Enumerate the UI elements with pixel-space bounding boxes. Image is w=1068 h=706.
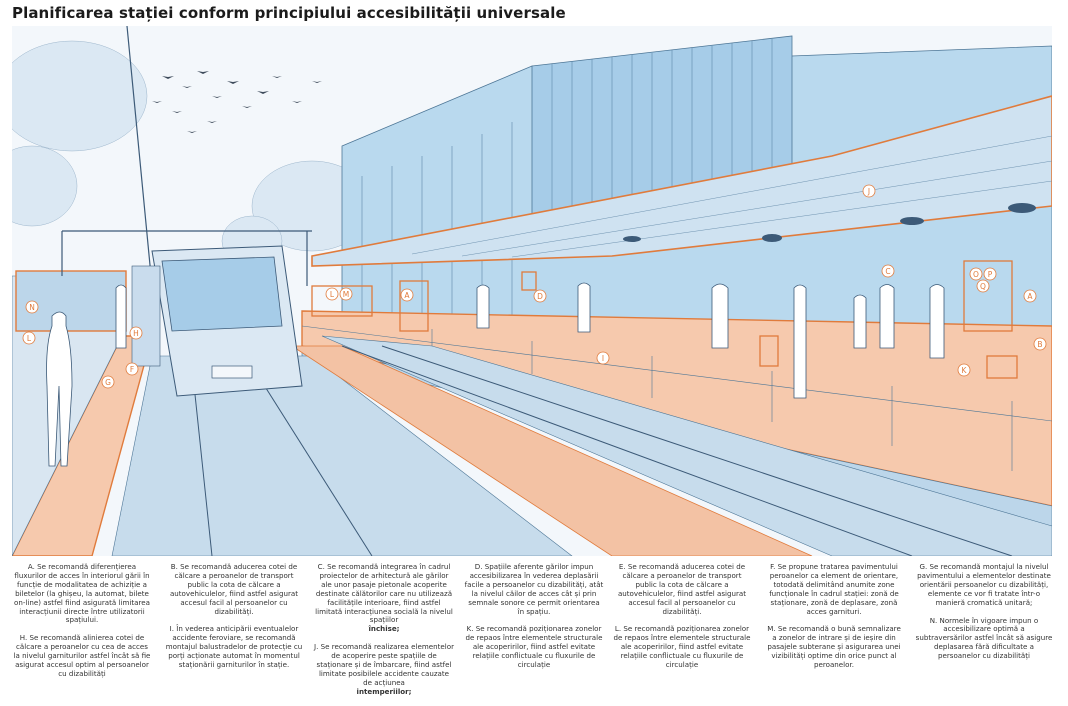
marker-C <box>882 265 894 277</box>
note-e: E. Se recomandă aducerea cotei de călcare a peroanelor de transport public la cota de călcare a autovehiculelor, fiind astfel asigurat accesul facil al persoanelor cu dizabilități. <box>617 562 747 616</box>
svg-text:D: D <box>537 292 543 301</box>
marker-G <box>102 376 114 388</box>
marker-P <box>984 268 996 280</box>
note-j: J. Se recomandă realizarea elementelor de acoperire peste spațiile de staționare și de îmbarcare, fiind astfel limitate posibilele accidente cauzate de acțiunea intemperiilor; <box>314 642 455 696</box>
marker-D <box>534 290 546 302</box>
note-m: M. Se recomandă o bună semnalizare a zonelor de intrare și de ieșire din pasajele subterane și asigurarea unei vizibilități optime din orice punct al peroanelor. <box>767 624 901 670</box>
note-g: G. Se recomandă montajul la nivelul pavimentului a elementelor destinate orientării persoanelor cu dizabilități, elemente ce vor fi tratate într-o manieră cromatică unitară; <box>917 562 1051 607</box>
recommendations <box>12 562 1056 696</box>
note-n: N. Normele în vigoare impun o accesibilizare optimă a subtraversărilor astfel încât să asigure deplasarea fără dificultate a persoanelor cu dizabilități <box>915 615 1053 661</box>
marker-B <box>1034 338 1046 350</box>
note-c: C. Se recomandă integrarea în cadrul proiectelor de arhitectură ale gărilor ale unor pasaje pietonale acoperite destinate călătorilor care nu utilizează facilitățile interioare, fiind astfel limitată interacțiunea socială la nivelul spațiilor închise; <box>315 562 453 634</box>
marker-N <box>26 301 38 313</box>
note-column-1 <box>12 563 152 688</box>
svg-text:G: G <box>105 378 111 387</box>
svg-text:N: N <box>29 303 35 312</box>
marker-L <box>326 288 338 300</box>
note-column-7 <box>914 563 1054 670</box>
svg-text:I: I <box>601 354 605 363</box>
note-column-3 <box>314 563 454 706</box>
marker-Q <box>977 280 989 292</box>
marker-K <box>958 364 970 376</box>
svg-text:M: M <box>342 290 350 299</box>
svg-text:P: P <box>987 270 993 279</box>
note-d: D. Spațiile aferente gărilor impun accesibilizarea în vederea deplasării facile a persoanelor cu dizabilități, atât la nivelul căilor de acces cât și prin semnale sonore ce permit orientarea în spațiu. <box>464 562 604 616</box>
svg-text:L: L <box>329 290 335 299</box>
page-title: Planificarea stației conform principiului accesibilității universale <box>12 4 566 22</box>
svg-text:B: B <box>1037 340 1043 349</box>
marker-A <box>1024 290 1036 302</box>
note-k: K. Se recomandă poziționarea zonelor de repaos între elementele structurale ale acoperirilor, fiind astfel evitate relațiile conflictuale cu fluxurile de circulație <box>465 624 603 670</box>
marker-I <box>597 352 609 364</box>
marker-O <box>970 268 982 280</box>
svg-text:A: A <box>1027 292 1033 301</box>
marker-L2 <box>23 332 35 344</box>
marker-F <box>126 363 138 375</box>
svg-text:Q: Q <box>980 282 986 291</box>
svg-text:C: C <box>885 267 891 276</box>
svg-text:J: J <box>867 187 871 196</box>
marker-M <box>340 288 352 300</box>
svg-text:L: L <box>26 334 32 343</box>
station-illustration <box>12 26 1052 556</box>
note-column-6 <box>764 563 904 679</box>
svg-text:H: H <box>133 329 139 338</box>
marker-J <box>863 185 875 197</box>
note-column-5 <box>612 563 752 679</box>
note-b: B. Se recomandă aducerea cotei de călcare a peroanelor de transport public la cota de călcare a autovehiculelor, fiind astfel asigurat accesul facil al persoanelor cu dizabilități. <box>169 562 299 616</box>
note-column-2 <box>164 563 304 679</box>
note-column-4 <box>464 563 604 679</box>
marker-H <box>130 327 142 339</box>
note-l: L. Se recomandă poziționarea zonelor de repaos între elementele structurale ale acoperirilor, fiind astfel evitate relațiile conflictuale cu fluxurile de circulație <box>613 624 751 670</box>
svg-text:A: A <box>404 291 410 300</box>
note-f: F. Se propune tratarea pavimentului peroanelor ca element de orientare, totodată delimitând anumite zone funcționale în cadrul stației: zonă de staționare, zonă de deplasare, zonă acces garnituri. <box>769 562 899 616</box>
note-h: H. Se recomandă alinierea cotei de călcare a peroanelor cu cea de acces la nivelul garniturilor astfel încât să fie asigurat accesul optim al persoanelor cu dizabilități <box>13 633 151 678</box>
svg-text:O: O <box>973 270 979 279</box>
note-a: A. Se recomandă diferențierea fluxurilor de acces în interiorul gării în funcție de modalitatea de achiziție a biletelor (la ghișeu, la automat, bilete on-line) astfel fiind asigurată limitarea interacțiunii directe între utilizatorii spațiului. <box>14 562 150 625</box>
svg-text:K: K <box>961 366 967 375</box>
marker-A2 <box>401 289 413 301</box>
svg-text:F: F <box>129 365 135 374</box>
note-i: I. În vederea anticipării eventualelor accidente feroviare, se recomandă montajul balustradelor de protecție cu porți acționate automat în momentul staționării garniturilor în stație. <box>165 624 303 670</box>
